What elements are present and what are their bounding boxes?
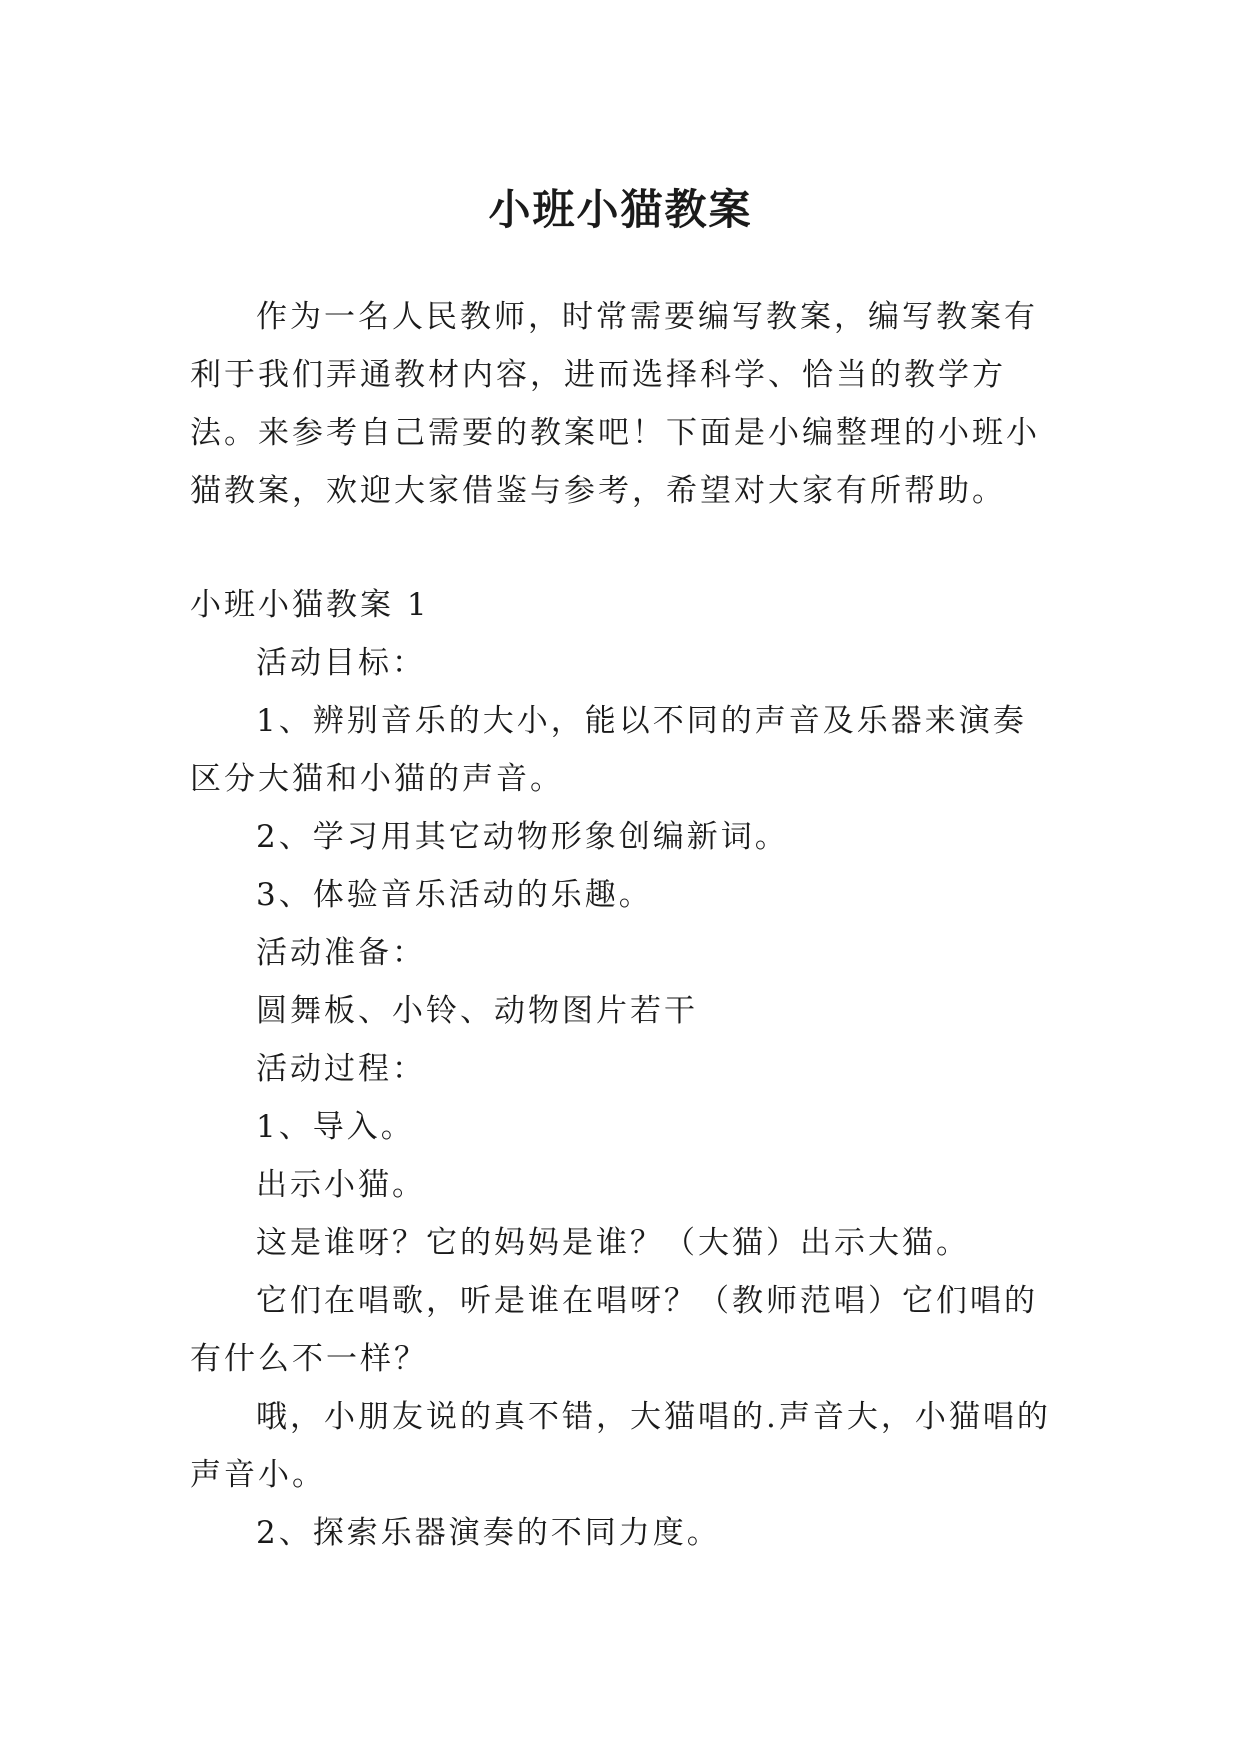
document-title: 小班小猫教案 — [488, 185, 753, 235]
paragraph: 出示小猫。 — [256, 1167, 426, 1203]
paragraph: 3、体验音乐活动的乐趣。 — [256, 877, 653, 913]
paragraph: 1、导入。 — [256, 1109, 415, 1145]
section-heading: 小班小猫教案 1 — [190, 587, 430, 623]
paragraph: 这是谁呀？它的妈妈是谁？（大猫）出示大猫。 — [256, 1225, 970, 1261]
paragraph: 圆舞板、小铃、动物图片若干 — [256, 993, 698, 1029]
paragraph: 2、探索乐器演奏的不同力度。 — [256, 1515, 721, 1551]
paragraph: 活动目标： — [256, 645, 426, 681]
paragraph: 活动准备： — [256, 935, 426, 971]
intro-paragraph: 作为一名人民教师，时常需要编写教案，编写教案有利于我们弄通教材内容，进而选择科学、恰当的教学方法。来参考自己需要的教案吧！下面是小编整理的小班小猫教案，欢迎大家借鉴与参考，希望对大家有所帮助。 — [190, 299, 1040, 509]
paragraph: 1、辨别音乐的大小，能以不同的声音及乐器来演奏区分大猫和小猫的声音。 — [190, 703, 1027, 797]
paragraph: 它们在唱歌，听是谁在唱呀？（教师范唱）它们唱的有什么不一样？ — [190, 1283, 1038, 1377]
paragraph: 2、学习用其它动物形象创编新词。 — [256, 819, 789, 855]
paragraph: 哦，小朋友说的真不错，大猫唱的.声音大，小猫唱的声音小。 — [190, 1399, 1051, 1493]
document-body — [190, 288, 1060, 1562]
paragraph: 活动过程： — [256, 1051, 426, 1087]
